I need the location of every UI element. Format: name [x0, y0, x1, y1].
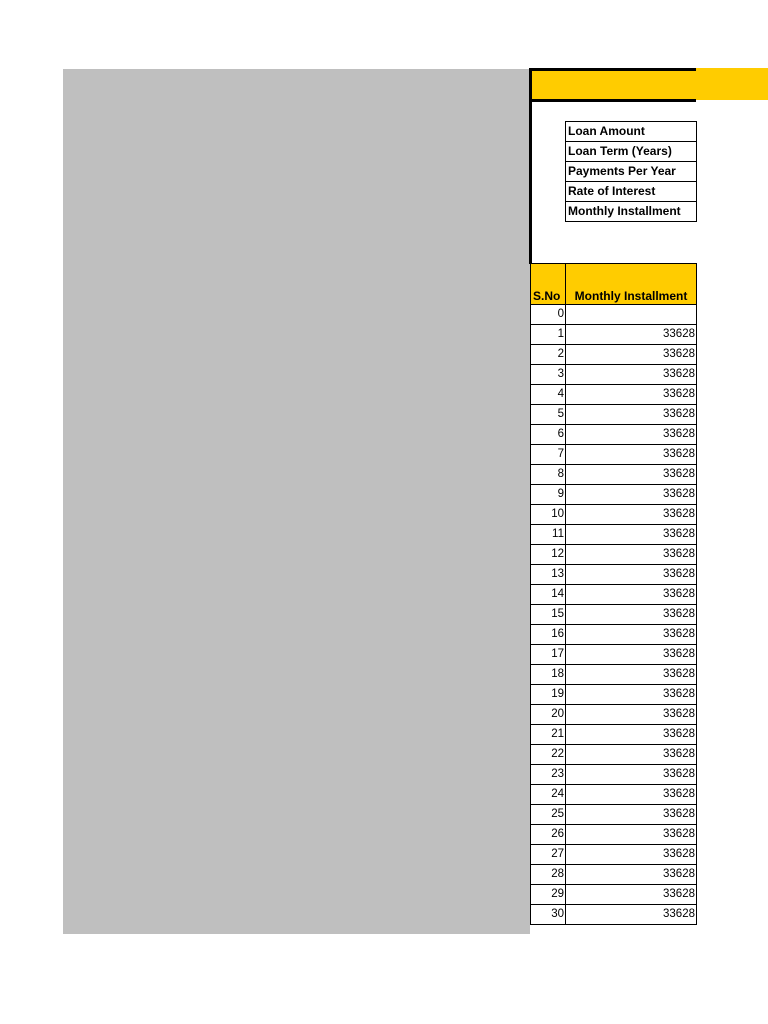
- sno-cell[interactable]: 30: [531, 905, 566, 925]
- table-row: [531, 665, 697, 685]
- sno-cell[interactable]: 7: [531, 445, 566, 465]
- loan-inputs-table: [565, 121, 697, 222]
- installment-cell[interactable]: 33628: [566, 685, 697, 705]
- sno-cell[interactable]: 20: [531, 705, 566, 725]
- table-row: [531, 465, 697, 485]
- installment-cell[interactable]: 33628: [566, 865, 697, 885]
- installment-cell[interactable]: 33628: [566, 445, 697, 465]
- sno-cell[interactable]: 22: [531, 745, 566, 765]
- sno-cell[interactable]: 8: [531, 465, 566, 485]
- sno-cell[interactable]: 9: [531, 485, 566, 505]
- table-row: [531, 525, 697, 545]
- input-label-payments-per-year[interactable]: Payments Per Year: [566, 162, 697, 182]
- sno-cell[interactable]: 2: [531, 345, 566, 365]
- table-row: [531, 325, 697, 345]
- sno-cell[interactable]: 14: [531, 585, 566, 605]
- sno-cell[interactable]: 15: [531, 605, 566, 625]
- sno-cell[interactable]: 4: [531, 385, 566, 405]
- sno-cell[interactable]: 1: [531, 325, 566, 345]
- sno-cell[interactable]: 17: [531, 645, 566, 665]
- sno-cell[interactable]: 12: [531, 545, 566, 565]
- input-row: [566, 202, 697, 222]
- table-row: [531, 785, 697, 805]
- sno-cell[interactable]: 3: [531, 365, 566, 385]
- installment-cell[interactable]: 33628: [566, 425, 697, 445]
- schedule-header-row: [531, 264, 697, 305]
- table-row: [531, 485, 697, 505]
- sno-cell[interactable]: 13: [531, 565, 566, 585]
- sno-cell[interactable]: 27: [531, 845, 566, 865]
- installment-schedule-table: [530, 263, 697, 925]
- installment-cell[interactable]: 33628: [566, 705, 697, 725]
- installment-cell[interactable]: 33628: [566, 565, 697, 585]
- schedule-body: [531, 305, 697, 925]
- sno-cell[interactable]: 24: [531, 785, 566, 805]
- installment-cell[interactable]: 33628: [566, 645, 697, 665]
- sno-cell[interactable]: 10: [531, 505, 566, 525]
- installment-cell[interactable]: 33628: [566, 525, 697, 545]
- input-row: [566, 122, 697, 142]
- input-row: [566, 182, 697, 202]
- table-row: [531, 825, 697, 845]
- installment-cell[interactable]: 33628: [566, 625, 697, 645]
- input-label-rate-of-interest[interactable]: Rate of Interest: [566, 182, 697, 202]
- installment-cell[interactable]: 33628: [566, 385, 697, 405]
- header-banner: [530, 68, 768, 100]
- table-row: [531, 745, 697, 765]
- sno-cell[interactable]: 18: [531, 665, 566, 685]
- sno-cell[interactable]: 26: [531, 825, 566, 845]
- installment-cell[interactable]: 33628: [566, 545, 697, 565]
- installment-cell[interactable]: [566, 305, 697, 325]
- left-vertical-rule: [529, 68, 532, 264]
- column-header-sno[interactable]: S.No: [531, 264, 566, 305]
- sno-cell[interactable]: 25: [531, 805, 566, 825]
- sno-cell[interactable]: 28: [531, 865, 566, 885]
- installment-cell[interactable]: 33628: [566, 725, 697, 745]
- sno-cell[interactable]: 5: [531, 405, 566, 425]
- table-row: [531, 405, 697, 425]
- table-row: [531, 545, 697, 565]
- table-row: [531, 425, 697, 445]
- installment-cell[interactable]: 33628: [566, 905, 697, 925]
- sno-cell[interactable]: 21: [531, 725, 566, 745]
- table-row: [531, 885, 697, 905]
- table-row: [531, 865, 697, 885]
- table-row: [531, 365, 697, 385]
- installment-cell[interactable]: 33628: [566, 465, 697, 485]
- column-header-monthly-installment[interactable]: Monthly Installment: [566, 264, 697, 305]
- table-row: [531, 305, 697, 325]
- table-row: [531, 505, 697, 525]
- sno-cell[interactable]: 0: [531, 305, 566, 325]
- input-label-loan-term[interactable]: Loan Term (Years): [566, 142, 697, 162]
- installment-cell[interactable]: 33628: [566, 585, 697, 605]
- table-row: [531, 385, 697, 405]
- table-row: [531, 585, 697, 605]
- table-row: [531, 565, 697, 585]
- table-row: [531, 845, 697, 865]
- sno-cell[interactable]: 29: [531, 885, 566, 905]
- banner-border-bottom: [530, 99, 696, 102]
- installment-cell[interactable]: 33628: [566, 605, 697, 625]
- table-row: [531, 905, 697, 925]
- installment-cell[interactable]: 33628: [566, 825, 697, 845]
- table-row: [531, 445, 697, 465]
- banner-border-top: [530, 68, 696, 71]
- installment-cell[interactable]: 33628: [566, 785, 697, 805]
- installment-cell[interactable]: 33628: [566, 885, 697, 905]
- installment-cell[interactable]: 33628: [566, 405, 697, 425]
- input-label-monthly-installment[interactable]: Monthly Installment: [566, 202, 697, 222]
- installment-cell[interactable]: 33628: [566, 325, 697, 345]
- sno-cell[interactable]: 19: [531, 685, 566, 705]
- installment-cell[interactable]: 33628: [566, 765, 697, 785]
- installment-cell[interactable]: 33628: [566, 665, 697, 685]
- gray-placeholder-panel: [63, 69, 530, 934]
- sno-cell[interactable]: 11: [531, 525, 566, 545]
- table-row: [531, 805, 697, 825]
- input-row: [566, 142, 697, 162]
- sno-cell[interactable]: 16: [531, 625, 566, 645]
- input-label-loan-amount[interactable]: Loan Amount: [566, 122, 697, 142]
- table-row: [531, 685, 697, 705]
- input-row: [566, 162, 697, 182]
- installment-cell[interactable]: 33628: [566, 845, 697, 865]
- installment-cell[interactable]: 33628: [566, 345, 697, 365]
- installment-cell[interactable]: 33628: [566, 745, 697, 765]
- table-row: [531, 765, 697, 785]
- table-row: [531, 625, 697, 645]
- installment-cell[interactable]: 33628: [566, 505, 697, 525]
- installment-cell[interactable]: 33628: [566, 365, 697, 385]
- table-row: [531, 345, 697, 365]
- sno-cell[interactable]: 6: [531, 425, 566, 445]
- sno-cell[interactable]: 23: [531, 765, 566, 785]
- table-row: [531, 725, 697, 745]
- table-row: [531, 605, 697, 625]
- table-row: [531, 705, 697, 725]
- installment-cell[interactable]: 33628: [566, 485, 697, 505]
- installment-cell[interactable]: 33628: [566, 805, 697, 825]
- table-row: [531, 645, 697, 665]
